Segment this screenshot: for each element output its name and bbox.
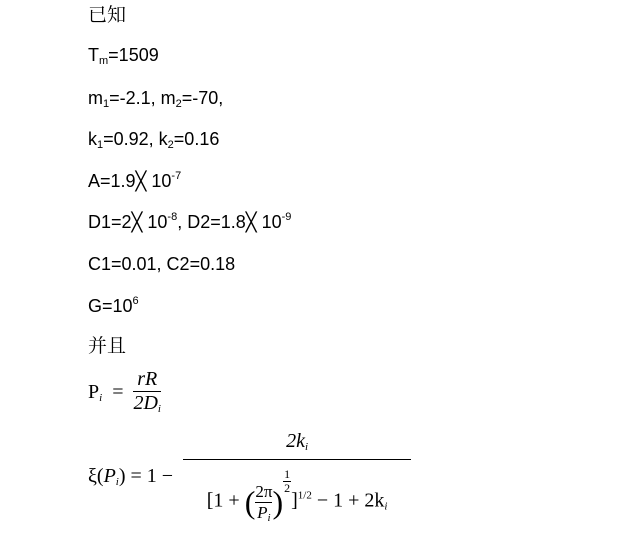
pi-numerator: rR [137,368,158,390]
k1-var: k [88,129,97,149]
d2-text: , D2=1.8╳ 10 [177,212,282,232]
tm-value: =1509 [108,45,159,65]
pi-den-sub: i [157,403,161,415]
param-g [88,297,139,315]
tm-var: T [88,45,99,65]
pi-fraction [133,368,161,415]
pi-den-text: 2D [133,392,158,414]
xi-right-paren: ) [272,484,284,520]
pi-equals: = [107,380,129,403]
m1-value: =-2.1, [109,88,161,108]
param-c: C1=0.01, C2=0.18 [88,254,236,274]
m2-sub: 2 [175,98,182,110]
a-exp: -7 [171,170,182,182]
xi-lhs [88,465,179,489]
m2-value: =-70, [181,88,224,108]
pi-denominator [133,391,161,415]
xi-num-sub: i [305,441,309,453]
a-text: A=1.9╳ 10 [88,171,172,191]
xi-equals: = 1 − [125,465,179,488]
m2-var: m [160,88,176,108]
param-m [88,88,224,110]
k2-value: =0.16 [173,129,220,149]
xi-p: P [103,465,116,488]
xi-fraction [183,430,411,522]
m1-var: m [88,88,103,108]
xi-inner-num: 2π [255,481,273,501]
xi-den-tail: − 1 + 2k [311,489,385,512]
xi-pow-num: 1 [284,467,291,481]
g-exp: 6 [132,295,139,307]
k2-sub: 2 [167,139,174,151]
xi-den-open: [1 + [206,489,245,512]
tm-sub: m [99,55,109,67]
formula-xi [88,430,411,522]
param-k [88,129,220,151]
k2-var: k [158,129,168,149]
pi-lhs-sub: i [99,391,103,404]
g-text: G=10 [88,296,133,316]
and-heading: 并且 [88,335,127,357]
xi-inner-den [255,502,272,523]
m1-sub: 1 [103,98,110,110]
k1-value: =0.92, [103,129,159,149]
known-heading: 已知 [88,4,127,26]
xi-numerator [183,430,411,459]
xi-pow-den: 2 [284,480,291,495]
xi-inner-den-text: P [257,502,268,522]
xi-p-sub: i [115,476,119,489]
d1-exp: -8 [167,211,178,223]
xi-den-tail-sub: i [384,500,388,513]
xi-left-paren: ( [244,484,256,520]
param-tm [88,45,159,67]
pi-lhs [88,382,102,402]
xi-denominator [183,459,411,522]
xi-den-exp: 1/2 [297,489,312,502]
pi-lhs-var: P [88,380,100,403]
formula-pi [88,368,161,415]
xi-power-fraction [283,468,291,494]
xi-inner-fraction [255,482,272,522]
d2-exp: -9 [281,211,292,223]
xi-close: ) [118,465,126,488]
xi-num-text: 2k [286,430,305,452]
d1-text: D1=2╳ 10 [88,212,168,232]
k1-sub: 1 [97,139,104,151]
param-d [88,213,291,231]
xi-den-bracket: ] [291,489,298,512]
xi-symbol: ξ( [88,465,104,488]
xi-inner-den-sub: i [267,511,271,524]
param-a [88,172,181,190]
